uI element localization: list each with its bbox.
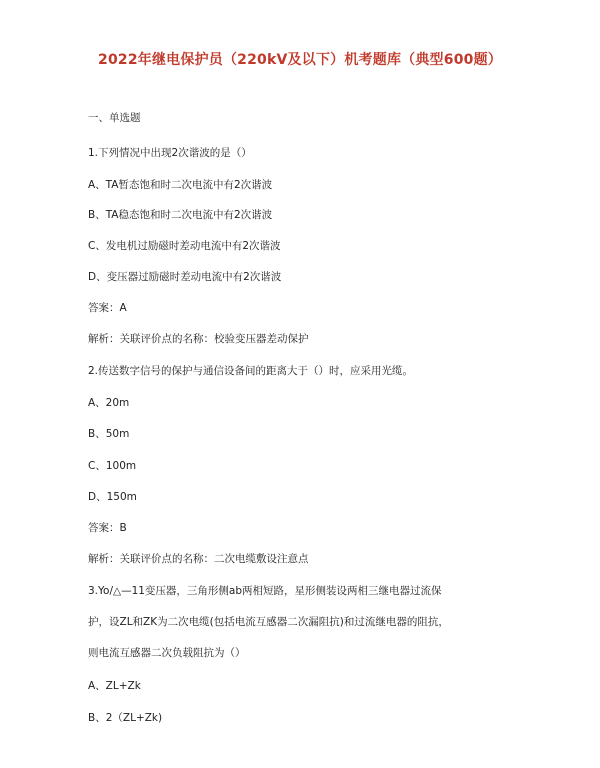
question-1-analysis: 解析：关联评价点的名称：校验变压器差动保护: [88, 333, 309, 345]
question-1-option-a: A、TA暂态饱和时二次电流中有2次谐波: [88, 179, 273, 191]
question-2-option-c: C、100m: [88, 460, 137, 472]
question-3-option-a: A、ZL+Zk: [88, 680, 141, 692]
question-2-answer: 答案：B: [88, 522, 127, 534]
question-2-text: 2.传送数字信号的保护与通信设备间的距离大于（）时，应采用光缆。: [88, 365, 414, 377]
question-1-answer: 答案：A: [88, 302, 127, 314]
question-2-option-d: D、150m: [88, 491, 137, 503]
question-2-option-a: A、20m: [88, 397, 130, 409]
question-1-option-d: D、变压器过励磁时差动电流中有2次谐波: [88, 271, 282, 283]
question-2-option-b: B、50m: [88, 428, 130, 440]
document-title: 2022年继电保护员（220kV及以下）机考题库（典型600题）: [98, 52, 502, 68]
question-2-analysis: 解析：关联评价点的名称：二次电缆敷设注意点: [88, 553, 309, 565]
question-3-text-line-2: 护，设ZL和ZK为二次电缆(包括电流互感器二次漏阻抗)和过流继电器的阻抗，: [88, 616, 449, 628]
section-heading: 一、单选题: [88, 112, 141, 124]
question-1-text: 1.下列情况中出现2次谐波的是（）: [88, 147, 252, 159]
question-1-option-c: C、发电机过励磁时差动电流中有2次谐波: [88, 240, 281, 252]
question-1-option-b: B、TA稳态饱和时二次电流中有2次谐波: [88, 209, 273, 221]
question-3-text-line-3: 则电流互感器二次负载阻抗为（）: [88, 647, 246, 659]
question-3-text-line-1: 3.Yo/△—11变压器，三角形侧ab两相短路，星形侧装设两相三继电器过流保: [88, 585, 442, 597]
question-3-option-b: B、2（ZL+Zk): [88, 712, 163, 724]
